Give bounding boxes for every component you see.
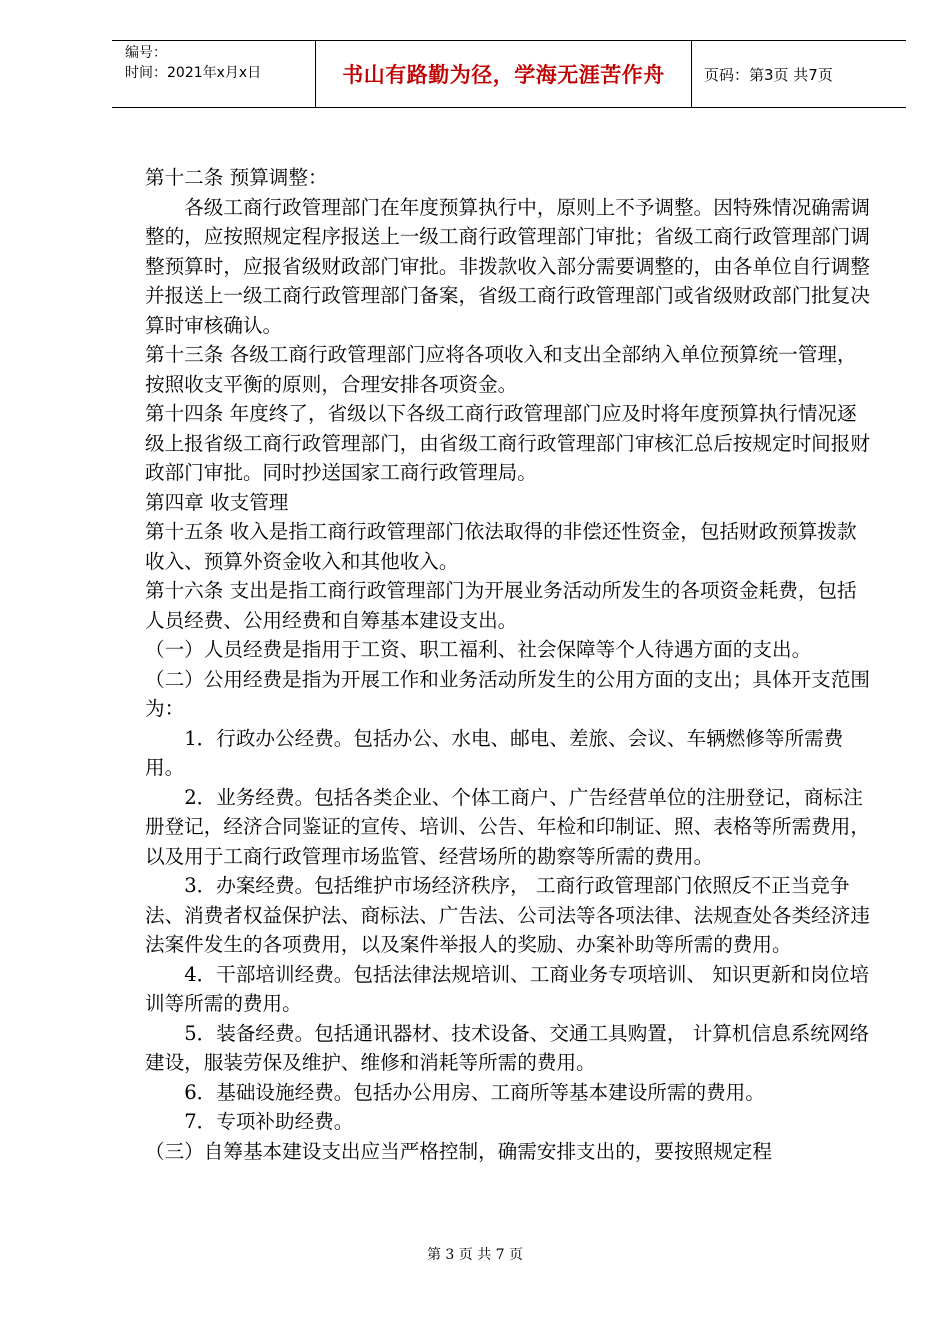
list-item: 7．专项补助经费。 xyxy=(184,1110,354,1133)
article-heading: 第十二条 预算调整： xyxy=(145,166,328,189)
list-item: 4．干部培训经费。包括法律法规培训、工商业务专项培训、 知识更新和岗位培训等所需的费用。 xyxy=(145,962,870,1015)
paragraph: （二）公用经费是指为开展工作和业务活动所发生的公用方面的支出；具体开支范围为： xyxy=(145,667,870,720)
document-number: 编号： xyxy=(125,45,167,61)
list-item: 5．装备经费。包括通讯器材、技术设备、交通工具购置， 计算机信息系统网络建设，服装劳保及维护、维修和消耗等所需的费用。 xyxy=(145,1021,870,1074)
paragraph: 第十六条 支出是指工商行政管理部门为开展业务活动所发生的各项资金耗费，包括人员经费、公用经费和自筹基本建设支出。 xyxy=(145,579,857,632)
list-item: 3．办案经费。包括维护市场经济秩序， 工商行政管理部门依照反不正当竞争法、消费者权益保护法、商标法、广告法、公司法等各项法律、法规查处各类经济违法案件发生的各项费用，以及案件举报人的奖励、办案补助等所需的费用。 xyxy=(145,874,870,956)
header-meta xyxy=(125,43,315,83)
paragraph: （三）自筹基本建设支出应当严格控制，确需安排支出的，要按照规定程 xyxy=(145,1139,772,1163)
paragraph: 各级工商行政管理部门在年度预算执行中，原则上不予调整。因特殊情况确需调整的，应按照规定程序报送上一级工商行政管理部门审批；省级工商行政管理部门调整预算时，应报省级财政部门审批。非拨款收入部分需要调整的，由各单位自行调整并报送上一级工商行政管理部门备案，省级工商行政管理部门或省级财政部门批复决算时审核确认。 xyxy=(145,195,870,337)
header-motto: 书山有路勤为径，学海无涯苦作舟 xyxy=(342,63,665,87)
document-body xyxy=(145,163,870,1166)
paragraph: 第十五条 收入是指工商行政管理部门依法取得的非偿还性资金，包括财政预算拨款收入、预算外资金收入和其他收入。 xyxy=(145,520,857,573)
chapter-heading: 第四章 收支管理 xyxy=(145,490,289,514)
list-item: 2．业务经费。包括各类企业、个体工商户、广告经营单位的注册登记，商标注册登记，经济合同鉴证的宣传、培训、公告、年检和印制证、照、表格等所需费用，以及用于工商行政管理市场监管、经营场所的勘察等所需的费用。 xyxy=(145,785,870,868)
paragraph: 第十四条 年度终了，省级以下各级工商行政管理部门应及时将年度预算执行情况逐级上报省级工商行政管理部门，由省级工商行政管理部门审核汇总后按规定时间报财政部门审批。同时抄送国家工商行政管理局。 xyxy=(145,402,870,484)
header-page-number: 页码：第3页 共7页 xyxy=(704,65,833,84)
page-footer: 第 3 页 共 7 页 xyxy=(426,1247,524,1263)
paragraph: （一）人员经费是指用于工资、职工福利、社会保障等个人待遇方面的支出。 xyxy=(145,638,812,661)
list-item: 6．基础设施经费。包括办公用房、工商所等基本建设所需的费用。 xyxy=(184,1080,765,1104)
paragraph: 第十三条 各级工商行政管理部门应将各项收入和支出全部纳入单位预算统一管理，按照收支平衡的原则，合理安排各项资金。 xyxy=(145,343,857,396)
document-date: 时间：2021年x月x日 xyxy=(125,65,262,81)
page-header xyxy=(112,40,906,108)
list-item: 1．行政办公经费。包括办公、水电、邮电、差旅、会议、车辆燃修等所需费用。 xyxy=(145,726,844,779)
